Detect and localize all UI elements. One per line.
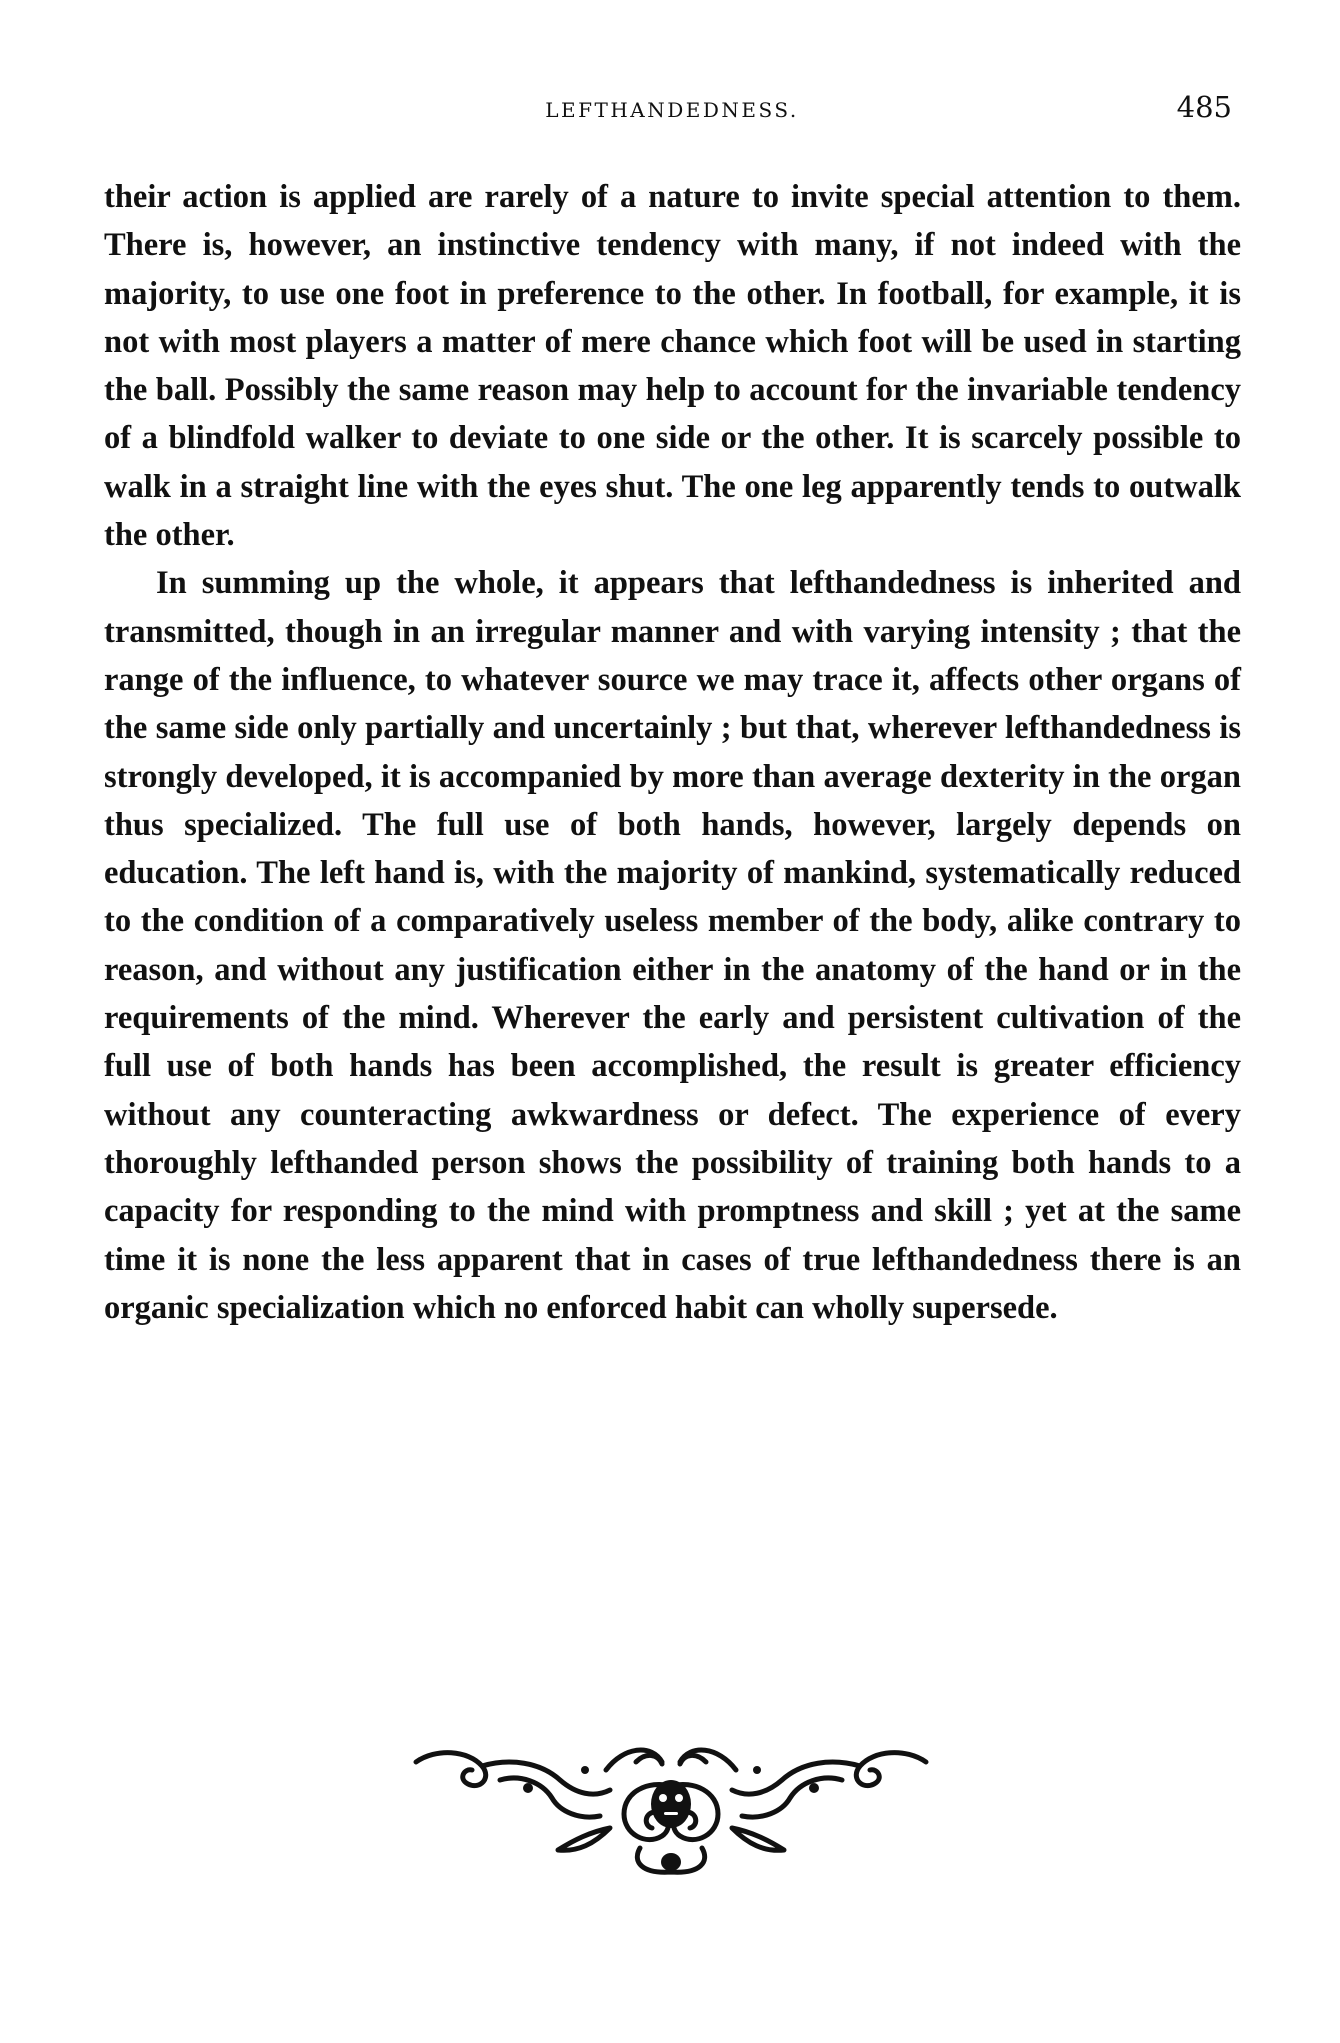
paragraph-continued: their action is applied are rarely of a nature to invite special attention to them. There is, however, an instinctive tendency with many, if not indeed with the majority, to use one foot in preference to the other. In football, for example, it is not with most players a matter of mere chance which foot will be used in starting the ball. Possibly the same reason may help to account for the invariable tendency of a blindfold walker to deviate to one side or the other. It is scarcely possible to walk in a straight line with the eyes shut. The one leg apparently tends to outwalk the other. xyxy=(104,179,1241,554)
paragraph-summary: In summing up the whole, it appears that lefthandedness is inherited and transmitted, though in an irregular manner and with varying intensity ; that the range of the influence, to whatever source we may trace it, affects other organs of the same side only partially and uncertainly ; but that, wherever lefthandedness is strongly developed, it is accompanied by more than average dexterity in the organ thus specialized. The full use of both hands, however, largely depends on education. The left hand is, with the majority of mankind, systematically reduced to the condition of a comparatively useless member of the body, alike contrary to reason, and without any justification either in the anatomy of the hand or in the requirements of the mind. Wherever the early and persistent cultivation of the full use of both hands has been accomplished, the result is greater efficiency without any counteracting awkwardness or defect. The experience of every thoroughly lefthanded person shows the possibility of training both hands to a capacity for responding to the mind with promptness and skill ; yet at the same time it is none the less apparent that in cases of true lefthandedness there is an organic specialization which no enforced habit can wholly supersede. xyxy=(104,565,1241,1326)
body-text xyxy=(104,173,1241,1332)
page-header xyxy=(104,78,1240,128)
running-title: LEFTHANDEDNESS. xyxy=(545,98,799,122)
page-number: 485 xyxy=(1176,90,1232,124)
ornament-drawing xyxy=(410,1740,932,1880)
floral-tailpiece-ornament-icon xyxy=(410,1740,932,1880)
